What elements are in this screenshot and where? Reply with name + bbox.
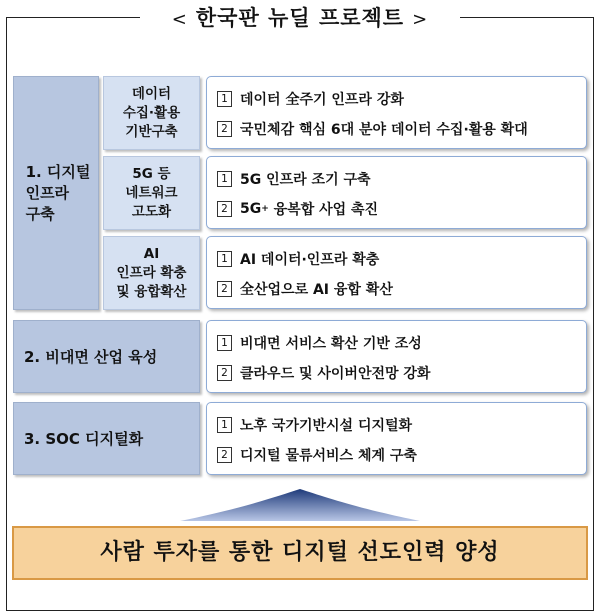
subsection-ai [103,236,200,310]
section-digital-infra [13,76,99,310]
subsection-label: AI 인프라 확충 및 융합확산 [116,245,187,300]
list-item [217,333,422,353]
item-number: 2 [217,201,232,217]
section-soc [13,402,200,475]
item-text: 데이터 全주기 인프라 강화 [240,92,404,108]
item-text-after: 융복합 사업 촉진 [268,202,379,218]
item-text: 클라우드 및 사이버안전망 강화 [240,366,431,382]
item-text: 5G 인프라 조기 구축 [240,172,371,188]
list-item [217,119,528,139]
title-text: 한국판 뉴딜 프로젝트 [195,6,405,30]
item-number: 2 [217,365,232,381]
item-text: AI 데이터·인프라 확충 [240,252,380,268]
section-label: 1. 디지털 인프라 구축 [25,162,91,223]
subsection-5g [103,156,200,230]
list-item [217,89,404,109]
title-left-bracket: < [171,9,188,30]
list-item [217,415,412,435]
page-title [140,3,460,33]
upward-arrow-icon [180,487,420,523]
bottom-banner [12,526,588,580]
bottom-text: 사람 투자를 통한 디지털 선도인력 양성 [100,540,500,565]
item-number: 1 [217,171,232,187]
item-text: 노후 국가기반시설 디지털화 [240,418,413,434]
subsection-label: 5G 등 네트워크 고도화 [125,165,178,220]
list-item [217,279,393,299]
section-label: 2. 비대면 산업 육성 [24,348,158,366]
section-label: 3. SOC 디지털화 [24,430,144,448]
subsection-data [103,76,200,150]
item-text: 디지털 물류서비스 체계 구축 [240,448,417,464]
list-item [217,445,417,465]
list-item [217,249,379,269]
list-item [217,363,430,383]
items-box-5g [206,156,587,229]
section-contactless [13,320,200,393]
subsection-label: 데이터 수집·활용 기반구축 [122,85,181,140]
items-box-soc [206,402,587,475]
title-right-bracket: > [412,9,429,30]
item-number: 2 [217,121,232,137]
item-superscript: + [261,204,269,214]
item-text: 5G [240,201,262,217]
list-item [217,199,378,219]
item-number: 1 [217,251,232,267]
item-number: 1 [217,335,232,351]
item-number: 1 [217,417,232,433]
list-item [217,169,371,189]
item-number: 1 [217,91,232,107]
item-text: 비대면 서비스 확산 기반 조성 [240,336,422,352]
items-box-contactless [206,320,587,393]
items-box-data [206,76,587,149]
item-number: 2 [217,447,232,463]
item-text: 全산업으로 AI 융합 확산 [240,282,393,298]
item-number: 2 [217,281,232,297]
item-text: 국민체감 핵심 6대 분야 데이터 수집·활용 확대 [240,122,528,138]
items-box-ai [206,236,587,309]
